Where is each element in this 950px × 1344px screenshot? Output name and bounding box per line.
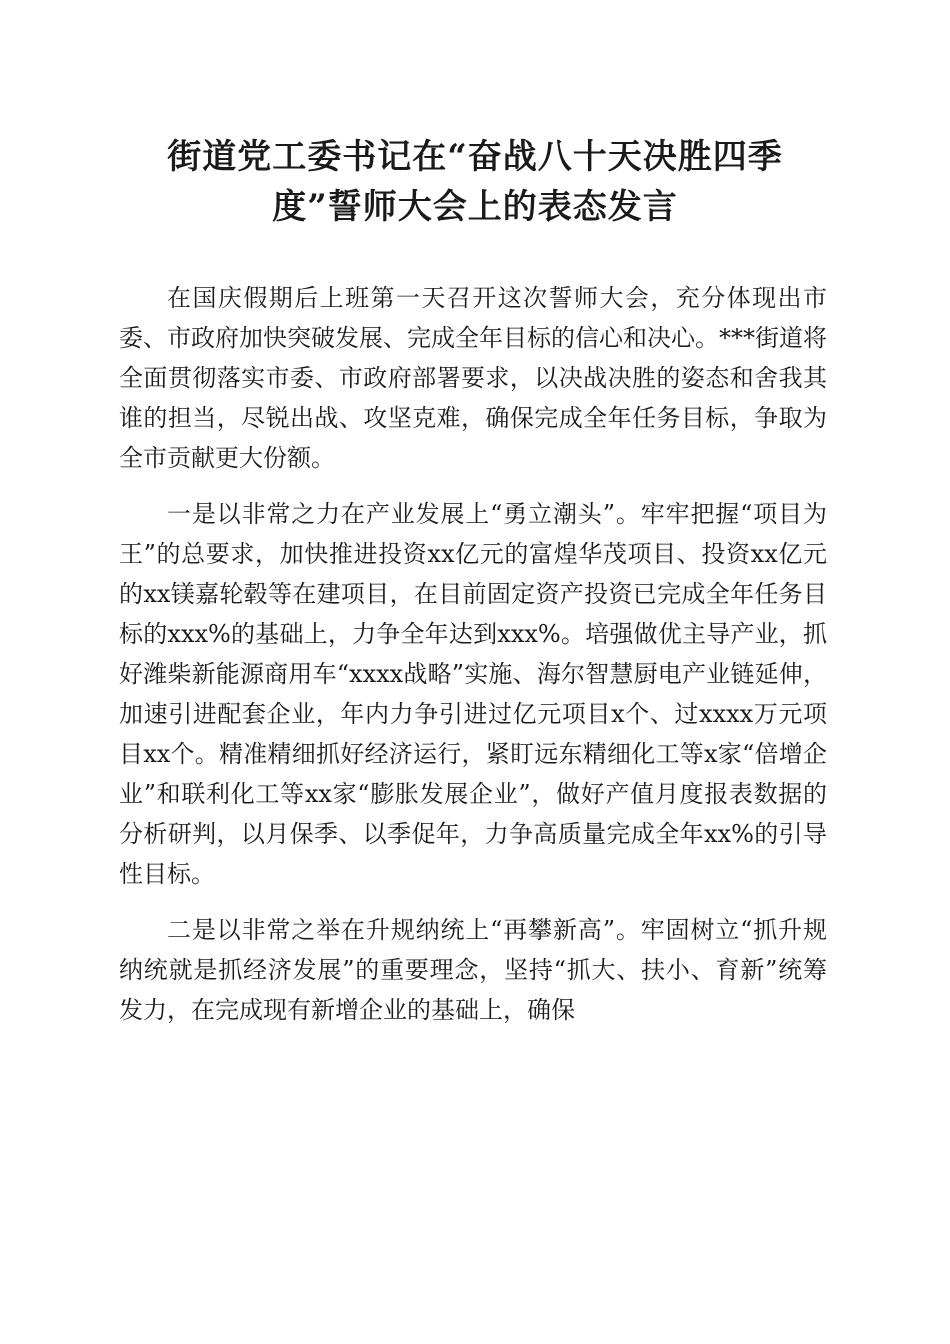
paragraph-intro: 在国庆假期后上班第一天召开这次誓师大会，充分体现出市委、市政府加快突破发展、完成全年目标的信心和决心。***街道将全面贯彻落实市委、市政府部署要求，以决战决胜的姿态和舍我其谁的担当，尽锐出战、攻坚克难，确保完成全年任务目标，争取为全市贡献更大份额。 [119, 284, 827, 472]
document-title [120, 132, 830, 232]
paragraph-point-one: 一是以非常之力在产业发展上“勇立潮头”。牢牢把握“项目为王”的总要求，加快推进投资xx亿元的富煌华茂项目、投资xx亿元的xx镁嘉轮毂等在建项目，在目前固定资产投资已完成全年任务目标的xxx%的基础上，力争全年达到xxx%。培强做优主导产业，抓好潍柴新能源商用车“xxxx战略”实施、海尔智慧厨电产业链延伸，加速引进配套企业，年内力争引进过亿元项目x个、过xxxx万元项目xx个。精准精细抓好经济运行，紧盯远东精细化工等x家“倍增企业”和联利化工等xx家“膨胀发展企业”，做好产值月度报表数据的分析研判，以月保季、以季促年，力争高质量完成全年xx%的引导性目标。 [119, 500, 827, 888]
title-line-2: 度”誓师大会上的表态发言 [272, 187, 678, 227]
document-body [119, 278, 827, 1046]
paragraph-point-two: 二是以非常之举在升规纳统上“再攀新高”。牢固树立“抓升规纳统就是抓经济发展”的重要理念，坚持“抓大、扶小、育新”统筹发力，在完成现有新增企业的基础上，确保 [119, 916, 827, 1024]
title-line-1: 街道党工委书记在“奋战八十天决胜四季 [167, 137, 783, 177]
